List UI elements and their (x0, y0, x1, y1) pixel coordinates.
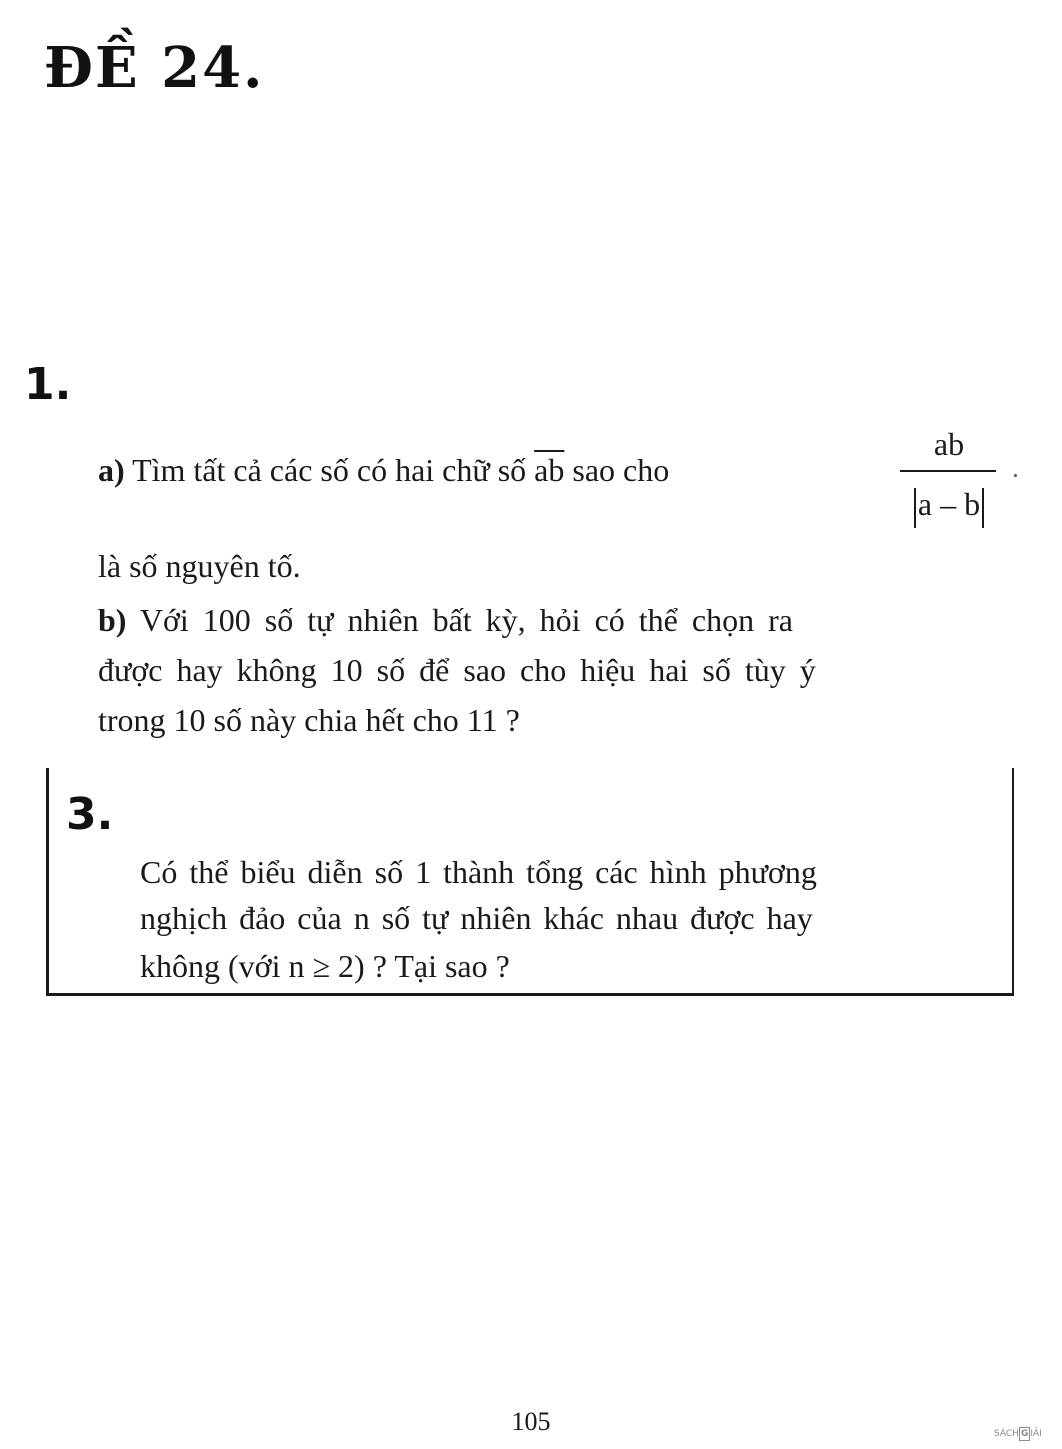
abs-bar-left (914, 488, 916, 528)
fraction-denominator (898, 480, 1000, 528)
sachgiai-logo (994, 1425, 1058, 1443)
logo-text-right: IẢI (1030, 1429, 1042, 1439)
problem-1-number: 1. (24, 359, 72, 410)
problem-1b-line-1-text: Với 100 số tự nhiên bất kỳ, hỏi có thể chọn ra (126, 602, 793, 638)
logo-text-left: SÁCH (994, 1429, 1019, 1439)
problem-3-line-1: Có thể biểu diễn số 1 thành tổng các hình phương (140, 854, 817, 890)
fraction-ab-over-abs (898, 424, 1000, 534)
abs-bar-right (982, 488, 984, 528)
scan-dot-mark (1014, 474, 1017, 477)
fraction-numerator: ab (933, 426, 965, 462)
fraction-denominator-text: a – b (917, 486, 981, 522)
problem-1b-line-3: trong 10 số này chia hết cho 11 ? (98, 702, 520, 738)
problem-1a-continuation: là số nguyên tố. (98, 548, 301, 584)
fraction-bar (900, 470, 996, 472)
problem-1b-line-2: được hay không 10 số để sao cho hiệu hai số tùy ý (98, 652, 816, 688)
problem-1a-line (98, 450, 669, 490)
logo-g-mark-icon: G (1020, 1429, 1029, 1439)
problem-3-number: 3. (66, 789, 114, 840)
header-cut-off-text (548, 0, 588, 6)
problem-1a-label: a) (98, 452, 125, 488)
overlined-number-ab: $\overline{ab}$ (534, 452, 565, 488)
problem-3-line-2: nghịch đảo của n số tự nhiên khác nhau được hay (140, 900, 813, 936)
problem-1b-line-1 (98, 600, 793, 640)
exam-title: ĐỀ 24. (44, 35, 265, 101)
problem-1b-label: b) (98, 602, 127, 638)
page-number: 105 (511, 1407, 551, 1436)
problem-3-line-3: không (với n ≥ 2) ? Tại sao ? (140, 948, 510, 984)
problem-1a-text-before: Tìm tất cả các số có hai chữ số (124, 452, 535, 488)
problem-1a-text-after: sao cho (564, 452, 670, 488)
